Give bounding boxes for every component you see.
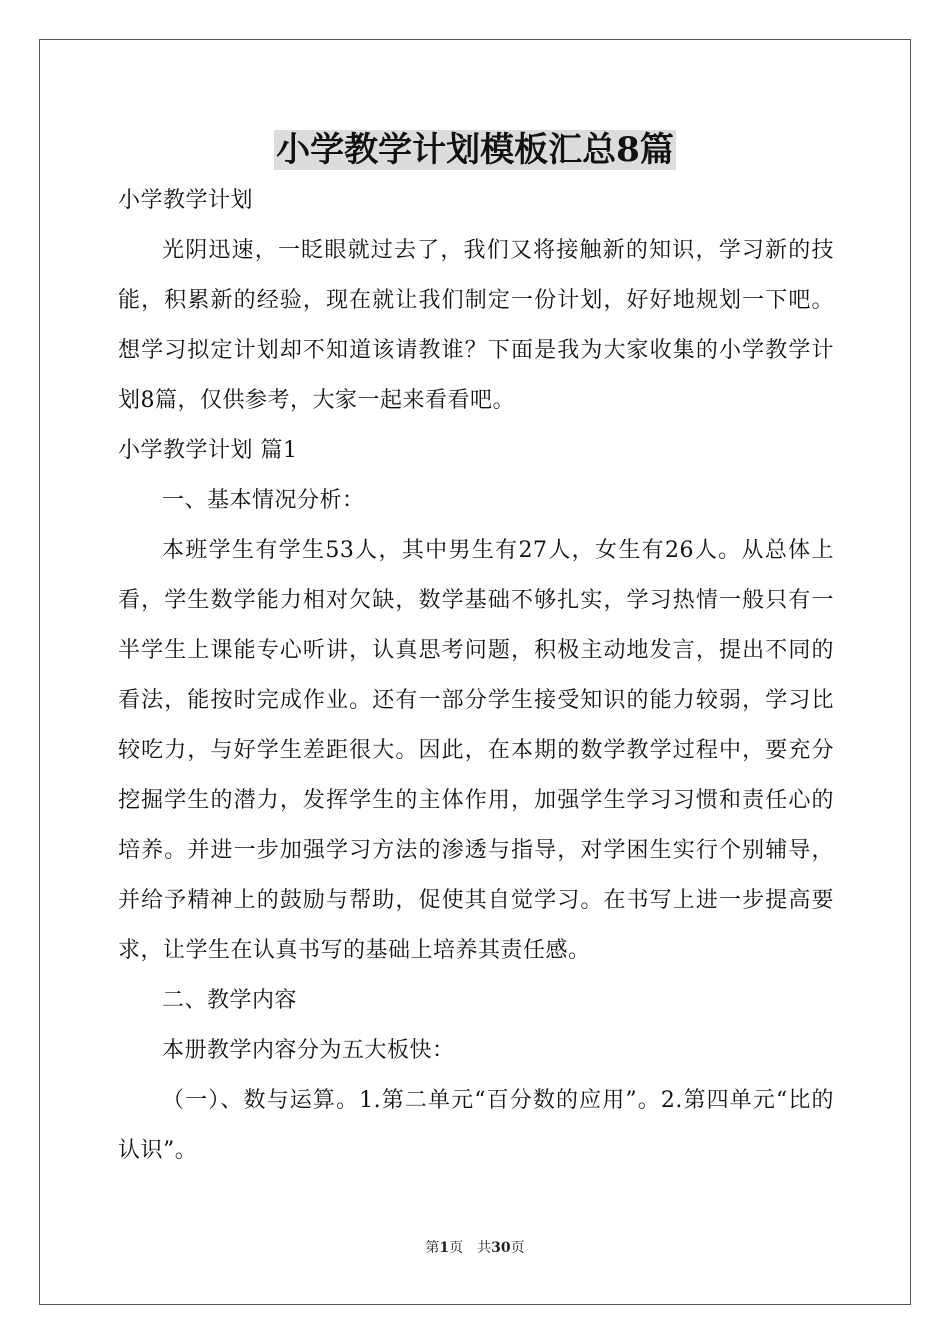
page-suffix: 页 xyxy=(510,1240,525,1256)
document-body xyxy=(118,176,834,1176)
page-middle: 页 共 xyxy=(449,1240,492,1256)
paragraph-6: 本册教学内容分为五大板快： xyxy=(162,1038,455,1063)
page-current: 1 xyxy=(439,1240,450,1256)
document-title xyxy=(0,124,950,176)
paragraph-1: 光阴迅速，一眨眼就过去了，我们又将接触新的知识，学习新的技能，积累新的经验，现在就让我们制定一份计划，好好地规划一下吧。想学习拟定计划却不知道该请教谁？下面是我为大家收集的小学教学计划8篇，仅供参考，大家一起来看看吧。 xyxy=(118,238,834,413)
page-total: 30 xyxy=(491,1240,511,1256)
page-prefix: 第 xyxy=(425,1240,440,1256)
paragraph-7: （一）、数与运算。1.第二单元“百分数的应用”。2.第四单元“比的认识”。 xyxy=(118,1088,834,1163)
paragraph-4: 本班学生有学生53人，其中男生有27人，女生有26人。从总体上看，学生数学能力相对欠缺，数学基础不够扎实，学习热情一般只有一半学生上课能专心听讲，认真思考问题，积极主动地发言，提出不同的看法，能按时完成作业。还有一部分学生接受知识的能力较弱，学习比较吃力，与好学生差距很大。因此，在本期的数学教学过程中，要充分挖掘学生的潜力，发挥学生的主体作用，加强学生学习习惯和责任心的培养。并进一步加强学习方法的渗透与指导，对学困生实行个别辅导，并给予精神上的鼓励与帮助，促使其自觉学习。在书写上进一步提高要求，让学生在认真书写的基础上培养其责任感。 xyxy=(118,538,834,963)
paragraph-2: 小学教学计划 篇1 xyxy=(118,438,298,463)
document-title-text: 小学教学计划模板汇总8篇 xyxy=(276,130,674,170)
page-footer xyxy=(0,1238,950,1258)
paragraph-5: 二、教学内容 xyxy=(162,988,298,1013)
paragraph-0: 小学教学计划 xyxy=(118,188,254,213)
paragraph-3: 一、基本情况分析： xyxy=(162,488,365,513)
